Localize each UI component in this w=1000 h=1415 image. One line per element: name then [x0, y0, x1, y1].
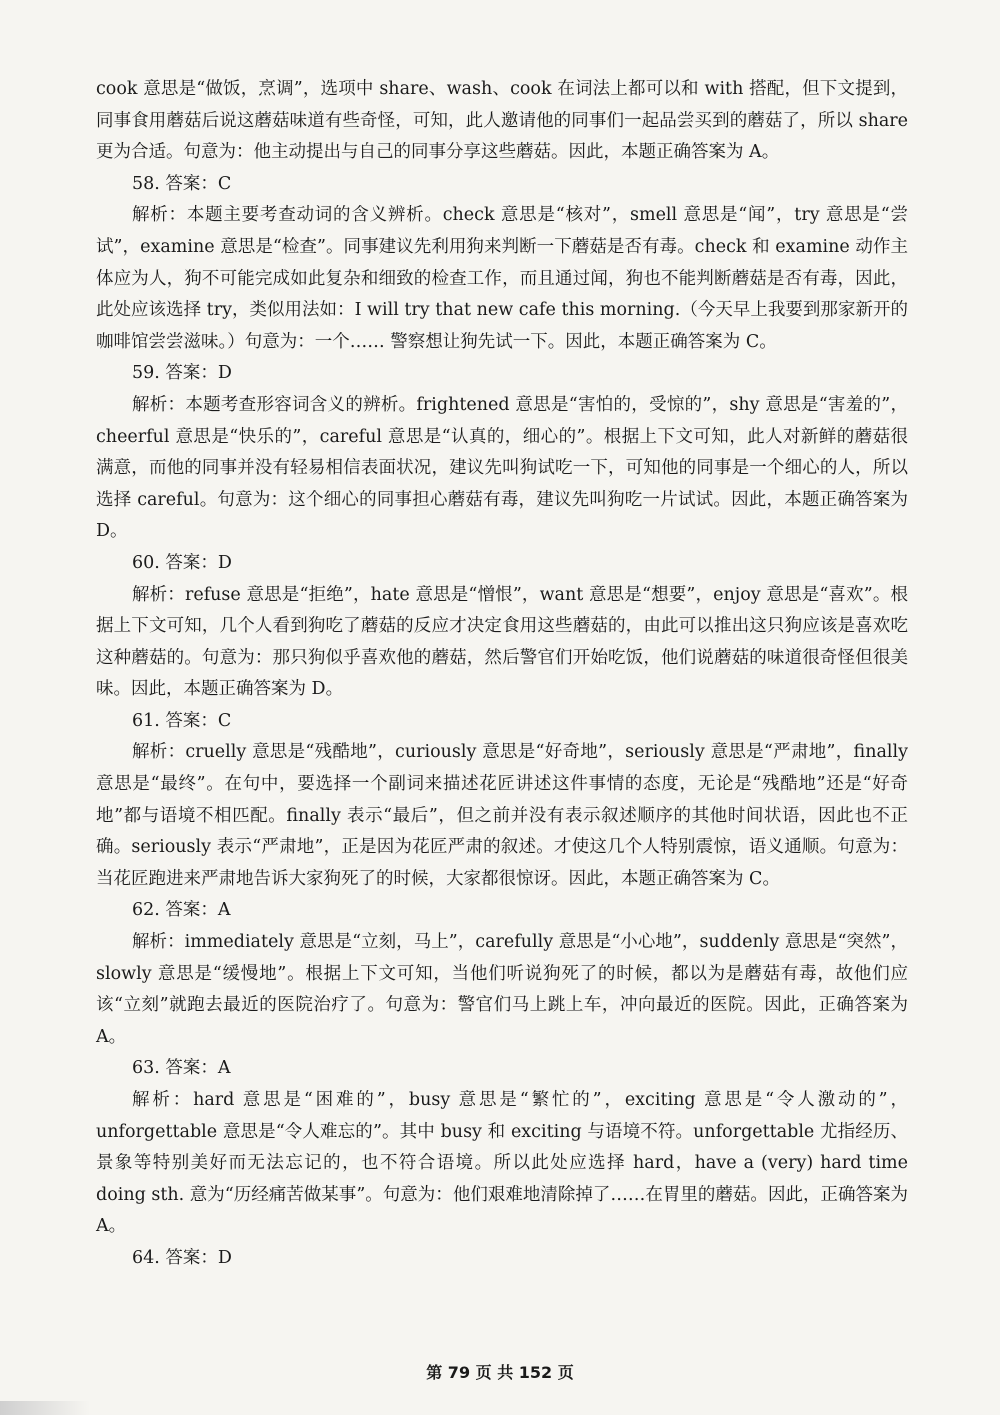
- analysis-58: 解析：本题主要考查动词的含义辨析。check 意思是“核对”，smell 意思是“闻”，try 意思是“尝试”，examine 意思是“检查”。同事建议先利用狗来判断一下蘑菇是否有毒。check 和 examine 动作主体应为人，狗不可能完成如此复杂和细致的检查工作，而且通过闻，狗也不能判断蘑菇是否有毒，因此，此处应该选择 try，类似用法如：I will try that new cafe this morning.（今天早上我要到那家新开的咖啡馆尝尝滋味。）句意为：一个…… 警察想让狗先试一下。因此，本题正确答案为 C。: [96, 205, 908, 352]
- page-footer: 第 79 页 共 152 页: [426, 1363, 574, 1382]
- analysis-63: 解析：hard 意思是“困难的”，busy 意思是“繁忙的”，exciting 意思是“令人激动的”，unforgettable 意思是“令人难忘的”。其中 busy 和 exciting 与语境不符。unforgettable 尤指经历、景象等特别美好而无法忘记的，也不符合语境。所以此处应选择 hard，have a (very) hard time doing sth. 意为“历经痛苦做某事”。句意为：他们艰难地清除掉了……在胃里的蘑菇。因此，正确答案为 A。: [96, 1090, 908, 1237]
- answer-64: 64. 答案：D: [132, 1247, 232, 1268]
- answer-62: 62. 答案：A: [132, 900, 231, 921]
- document-body: [96, 74, 908, 1275]
- scan-edge-shadow: [0, 1401, 90, 1415]
- analysis-61: 解析：cruelly 意思是“残酷地”，curiously 意思是“好奇地”，seriously 意思是“严肃地”，finally 意思是“最终”。在句中，要选择一个副词来描述花匠讲述这件事情的态度，无论是“残酷地”还是“好奇地”都与语境不相匹配。finally 表示“最后”，但之前并没有表示叙述顺序的其他时间状语，因此也不正确。seriously 表示“严肃地”，正是因为花匠严肃的叙述。才使这几个人特别震惊，语义通顺。句意为：当花匠跑进来严肃地告诉大家狗死了的时候，大家都很惊讶。因此，本题正确答案为 C。: [96, 742, 908, 889]
- analysis-62: 解析：immediately 意思是“立刻，马上”，carefully 意思是“小心地”，suddenly 意思是“突然”，slowly 意思是“缓慢地”。根据上下文可知，当他们听说狗死了的时候，都以为是蘑菇有毒，故他们应该“立刻”就跑去最近的医院治疗了。句意为：警官们马上跳上车，冲向最近的医院。因此，正确答案为 A。: [96, 932, 908, 1047]
- analysis-59: 解析：本题考查形容词含义的辨析。frightened 意思是“害怕的，受惊的”，shy 意思是“害羞的”，cheerful 意思是“快乐的”，careful 意思是“认真的，细心的”。根据上下文可知，此人对新鲜的蘑菇很满意，而他的同事并没有轻易相信表面状况，建议先叫狗试吃一下，可知他的同事是一个细心的人，所以选择 careful。句意为：这个细心的同事担心蘑菇有毒，建议先叫狗吃一片试试。因此，本题正确答案为 D。: [96, 394, 908, 542]
- analysis-60: 解析：refuse 意思是“拒绝”，hate 意思是“憎恨”，want 意思是“想要”，enjoy 意思是“喜欢”。根据上下文可知，几个人看到狗吃了蘑菇的反应才决定食用这些蘑菇的，由此可以推出这只狗应该是喜欢吃这种蘑菇的。句意为：那只狗似乎喜欢他的蘑菇，然后警官们开始吃饭，他们说蘑菇的味道很奇怪但很美味。因此，本题正确答案为 D。: [96, 584, 908, 700]
- answer-60: 60. 答案：D: [132, 552, 232, 573]
- answer-63: 63. 答案：A: [132, 1058, 231, 1079]
- answer-59: 59. 答案：D: [132, 363, 232, 384]
- answer-61: 61. 答案：C: [132, 710, 232, 731]
- answer-58: 58. 答案：C: [132, 173, 232, 194]
- intro-paragraph: cook 意思是“做饭，烹调”，选项中 share、wash、cook 在词法上都可以和 with 搭配，但下文提到，同事食用蘑菇后说这蘑菇味道有些奇怪，可知，此人邀请他的同事们一起品尝买到的蘑菇了，所以 share 更为合适。句意为：他主动提出与自己的同事分享这些蘑菇。因此，本题正确答案为 A。: [96, 79, 908, 163]
